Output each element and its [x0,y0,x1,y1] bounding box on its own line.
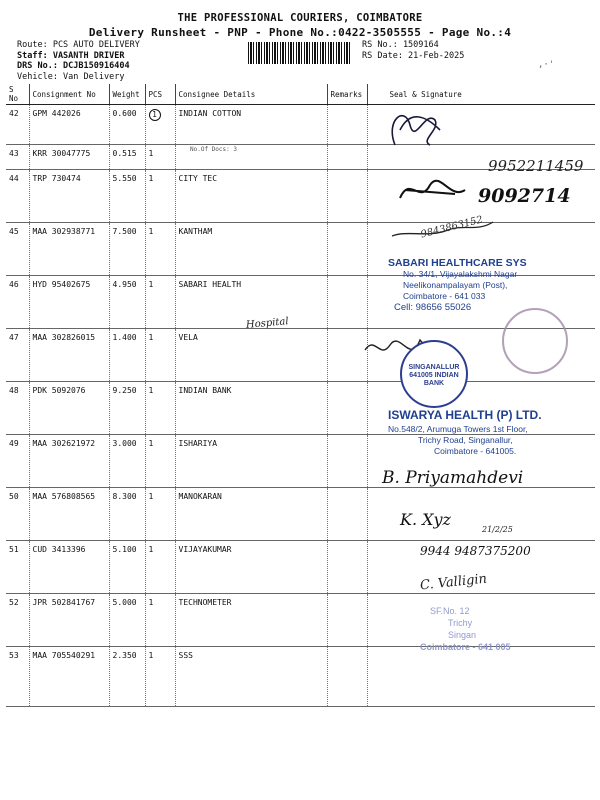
sno-cell: 51 [6,541,29,594]
col-pcs: PCS [145,84,175,105]
signature-cell [367,647,595,707]
remarks-cell [327,223,367,276]
consignment-cell: TRP 730474 [29,170,109,223]
col-remarks: Remarks [327,84,367,105]
weight-cell: 9.250 [109,382,145,435]
consignee-cell: SABARI HEALTH [175,276,327,329]
consignment-cell: KRR 30047775 [29,145,109,170]
consignee-cell: TECHNOMETER [175,594,327,647]
route-text: Route: PCS AUTO DELIVERY [17,40,140,50]
consignment-cell: MAA 576808565 [29,488,109,541]
table-row [6,105,595,145]
sno-cell: 42 [6,105,29,145]
phone-handwritten: 9952211459 [488,157,584,175]
table-header-row [6,84,595,105]
remarks-cell [327,105,367,145]
weight-cell: 5.550 [109,170,145,223]
rs-date-text: RS Date: 21-Feb-2025 [362,50,465,61]
col-sno: S No [6,84,29,105]
consignee-cell: MANOKARAN [175,488,327,541]
weight-cell: 7.500 [109,223,145,276]
signature-row-51: K. Xyz [400,510,451,529]
consignee-cell: CITY TEC [175,170,327,223]
col-consignment: Consignment No [29,84,109,105]
consignment-cell: CUD 3413396 [29,541,109,594]
sno-cell: 43 [6,145,29,170]
stamp-sabari: SABARI HEALTHCARE SYS No. 34/1, Vijayalakshmi Nagar Neelikonampalayam (Post), Coimbatore - 641 033 Cell: 98656 55026 [388,257,527,313]
remarks-cell [327,435,367,488]
consignee-cell: SSS [175,647,327,707]
consignment-cell: JPR 502841767 [29,594,109,647]
runsheet-meta-right [362,40,464,61]
col-seal-signature: Seal & Signature [367,84,595,105]
bank-seal: SINGANALLUR 641005 INDIAN BANK [400,340,468,408]
phone-handwritten: 9843863152 [419,214,485,241]
consignment-cell: PDK 5092076 [29,382,109,435]
signature-row-44 [395,170,475,208]
consignment-cell: MAA 705540291 [29,647,109,707]
hospital-note: Hospital [245,316,290,331]
signature-row-52: C. Valligin [419,571,488,594]
sno-cell: 52 [6,594,29,647]
weight-cell: 5.000 [109,594,145,647]
date-handwritten: 21/2/25 [482,525,513,534]
weight-cell: 2.350 [109,647,145,707]
corner-mark: ,·' [538,60,555,70]
stamp-bottom: SF.No. 12 Trichy Singan Coimbatore - 641 005 [420,606,511,652]
signature-row-50: B. Priyamahdevi [382,468,524,488]
consignee-cell: VELA [175,329,327,382]
sno-cell: 49 [6,435,29,488]
runsheet-meta-left [17,40,140,82]
pcs-cell [145,105,175,145]
phone-handwritten: 9092714 [478,185,571,207]
barcode [248,42,352,64]
sno-cell: 53 [6,647,29,707]
staff-text: Staff: VASANTH DRIVER [17,50,125,61]
consignment-cell: MAA 302938771 [29,223,109,276]
consignee-cell: INDIAN COTTON [175,105,327,145]
weight-cell: 5.100 [109,541,145,594]
table-row [6,647,595,707]
signature-row-42 [380,100,450,160]
pcs-circled: 1 [149,109,161,121]
remarks-cell [327,541,367,594]
weight-cell: 0.600 [109,105,145,145]
drs-text: DRS No.: DCJB150916404 [17,61,130,71]
consignee-cell: VIJAYAKUMAR [175,541,327,594]
weight-cell: 4.950 [109,276,145,329]
weight-cell: 8.300 [109,488,145,541]
remarks-cell [327,276,367,329]
pcs-cell: 1 [145,382,175,435]
weight-cell: 3.000 [109,435,145,488]
remarks-cell [327,382,367,435]
pcs-cell: 1 [145,223,175,276]
pcs-cell: 1 [145,145,175,170]
remarks-cell [327,488,367,541]
pcs-cell: 1 [145,488,175,541]
pcs-cell: 1 [145,276,175,329]
runsheet-title: Delivery Runsheet - PNP - Phone No.:0422-3505555 - Page No.:4 [88,26,512,39]
sno-cell: 47 [6,329,29,382]
consignee-cell: INDIAN BANK [175,382,327,435]
sno-cell: 44 [6,170,29,223]
phone-handwritten: 9944 9487375200 [420,544,531,558]
company-title: THE PROFESSIONAL COURIERS, COIMBATORE [177,12,423,24]
consignee-cell: KANTHAM [175,223,327,276]
sno-cell: 46 [6,276,29,329]
remarks-cell [327,647,367,707]
pcs-cell: 1 [145,647,175,707]
pcs-cell: 1 [145,435,175,488]
weight-cell: 1.400 [109,329,145,382]
pcs-cell: 1 [145,541,175,594]
stamp-iswarya: ISWARYA HEALTH (P) LTD. No.548/2, Arumuga Towers 1st Floor, Trichy Road, Singanallur, Coimbatore - 641005. [388,408,542,456]
remarks-cell [327,145,367,170]
sno-cell: 48 [6,382,29,435]
pcs-cell: 1 [145,170,175,223]
sno-cell: 50 [6,488,29,541]
vehicle-text: Vehicle: Van Delivery [17,71,125,82]
round-seal [502,308,568,374]
consignee-cell: ISHARIYA [175,435,327,488]
col-weight: Weight [109,84,145,105]
sno-cell: 45 [6,223,29,276]
pcs-cell: 1 [145,329,175,382]
remarks-cell [327,594,367,647]
consignment-cell: MAA 302826015 [29,329,109,382]
no-of-docs-note: No.Of Docs: 3 [190,146,237,153]
weight-cell: 0.515 [109,145,145,170]
pcs-cell: 1 [145,594,175,647]
rs-no-text: RS No.: 1509164 [362,40,439,50]
col-consignee: Consignee Details [175,84,327,105]
consignment-cell: GPM 442026 [29,105,109,145]
consignment-cell: MAA 302621972 [29,435,109,488]
consignment-cell: HYD 95402675 [29,276,109,329]
remarks-cell [327,170,367,223]
